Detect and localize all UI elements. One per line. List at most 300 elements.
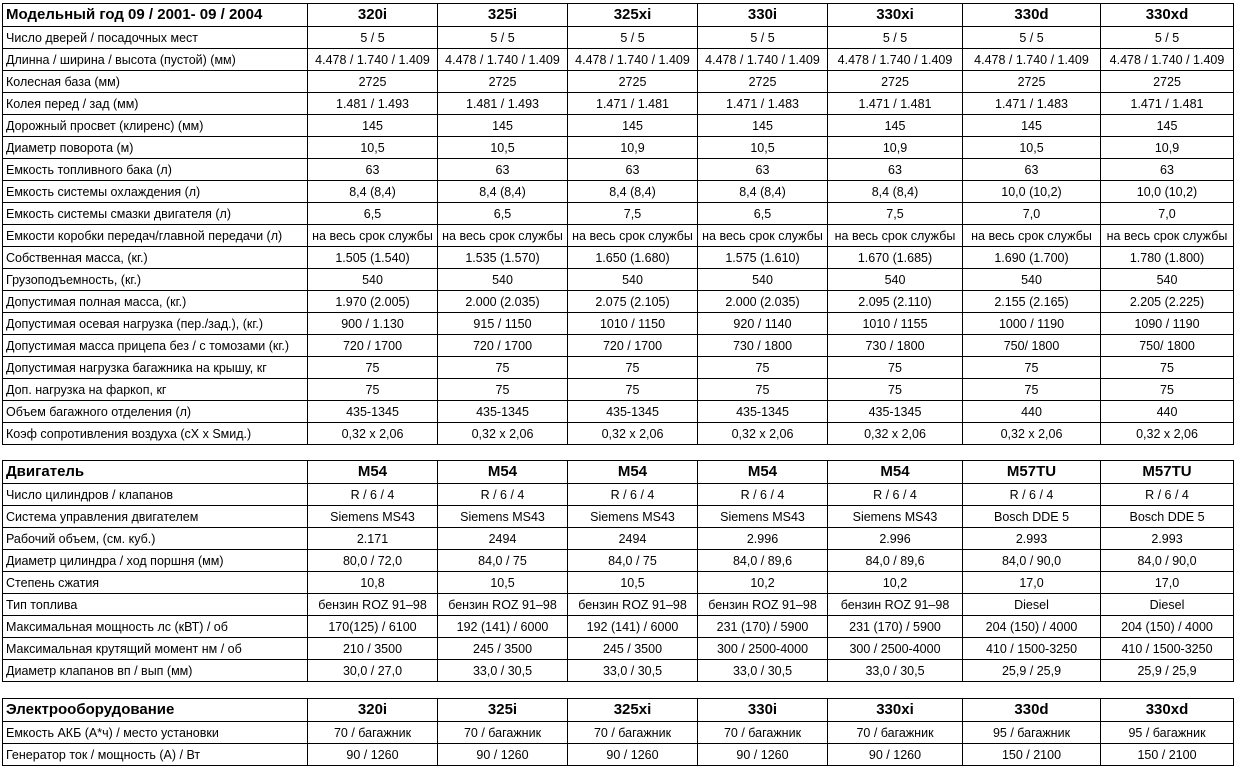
spec-value: бензин ROZ 91–98 [568,594,698,616]
spec-value: 231 (170) / 5900 [698,616,828,638]
spec-value: 2725 [1101,71,1234,93]
spec-value: 84,0 / 89,6 [698,550,828,572]
spec-value: 10,2 [698,572,828,594]
spec-value: 17,0 [963,572,1101,594]
spec-value: 540 [438,269,568,291]
spec-value: 25,9 / 25,9 [1101,660,1234,682]
spec-value: 2.996 [828,528,963,550]
spec-value: 1.471 / 1.481 [1101,93,1234,115]
spec-row [3,638,1234,660]
spec-value: 150 / 2100 [1101,744,1234,766]
spec-label: Собственная масса, (кг.) [3,247,308,269]
spec-value: 70 / багажник [698,722,828,744]
spec-value: 440 [1101,401,1234,423]
spec-value: 75 [1101,357,1234,379]
model-header: M54 [568,461,698,484]
spec-value: 75 [568,357,698,379]
spec-value: 1000 / 1190 [963,313,1101,335]
spec-value: 750/ 1800 [963,335,1101,357]
spec-value: 63 [1101,159,1234,181]
spec-value: 730 / 1800 [698,335,828,357]
section-header-row [3,699,1234,722]
spec-row [3,401,1234,423]
spec-value: 2725 [963,71,1101,93]
spec-label: Генератор ток / мощность (А) / Вт [3,744,308,766]
spec-value: Siemens MS43 [828,506,963,528]
spec-label: Допустимая осевая нагрузка (пер./зад.), (кг.) [3,313,308,335]
spec-value: 2.155 (2.165) [963,291,1101,313]
spec-value: 920 / 1140 [698,313,828,335]
spec-value: 145 [308,115,438,137]
spec-value: 0,32 х 2,06 [963,423,1101,445]
spec-value: 63 [568,159,698,181]
spec-value: Siemens MS43 [568,506,698,528]
spec-label: Коэф сопротивления воздуха (сХ х Sмид.) [3,423,308,445]
spec-value: 63 [438,159,568,181]
model-header: M54 [308,461,438,484]
spec-value: 2.993 [1101,528,1234,550]
spec-value: 2725 [308,71,438,93]
spec-value: 33,0 / 30,5 [568,660,698,682]
spec-row [3,506,1234,528]
spec-value: 10,0 (10,2) [1101,181,1234,203]
model-header: 320i [308,699,438,722]
spec-value: 540 [963,269,1101,291]
spec-value: 25,9 / 25,9 [963,660,1101,682]
spec-value: 204 (150) / 4000 [963,616,1101,638]
spec-row [3,660,1234,682]
spec-value: 2494 [438,528,568,550]
spec-value: 1.970 (2.005) [308,291,438,313]
spec-value: 84,0 / 75 [438,550,568,572]
spec-value: 4.478 / 1.740 / 1.409 [698,49,828,71]
spec-value: 540 [308,269,438,291]
spec-value: бензин ROZ 91–98 [698,594,828,616]
spec-value: 5 / 5 [828,27,963,49]
spec-value: 1.481 / 1.493 [308,93,438,115]
spec-value: 84,0 / 90,0 [963,550,1101,572]
spec-label: Диаметр поворота (м) [3,137,308,159]
spec-value: 10,9 [828,137,963,159]
spec-value: 2725 [568,71,698,93]
spec-value: 0,32 х 2,06 [828,423,963,445]
spec-value: 84,0 / 75 [568,550,698,572]
spec-label: Диаметр цилиндра / ход поршня (мм) [3,550,308,572]
spec-value: 440 [963,401,1101,423]
spec-value: 1.471 / 1.481 [828,93,963,115]
spec-row [3,137,1234,159]
spec-value: 10,5 [438,137,568,159]
spec-value: 145 [438,115,568,137]
spec-row [3,49,1234,71]
spec-value: 33,0 / 30,5 [698,660,828,682]
spec-value: на весь срок службы [1101,225,1234,247]
section-header-row [3,461,1234,484]
spec-value: R / 6 / 4 [698,484,828,506]
spec-value: 1.505 (1.540) [308,247,438,269]
spec-value: 75 [828,379,963,401]
model-header: 330i [698,699,828,722]
spec-value: 2725 [698,71,828,93]
spec-label: Тип топлива [3,594,308,616]
electrical-spec-table [2,698,1234,766]
spec-label: Число дверей / посадочных мест [3,27,308,49]
spec-label: Допустимая масса прицепа без / с томозами (кг.) [3,335,308,357]
spec-label: Диаметр клапанов вп / вып (мм) [3,660,308,682]
spec-label: Дорожный просвет (клиренс) (мм) [3,115,308,137]
spec-value: 0,32 х 2,06 [568,423,698,445]
spec-label: Объем багажного отделения (л) [3,401,308,423]
spec-value: 300 / 2500-4000 [828,638,963,660]
spec-value: 915 / 1150 [438,313,568,335]
spec-value: 7,0 [1101,203,1234,225]
spec-label: Емкость системы смазки двигателя (л) [3,203,308,225]
section-title: Электрооборудование [3,699,308,722]
spec-row [3,550,1234,572]
spec-row [3,159,1234,181]
spec-label: Грузоподъемность, (кг.) [3,269,308,291]
spec-value: 75 [308,379,438,401]
spec-row [3,528,1234,550]
model-header: 320i [308,4,438,27]
spec-value: R / 6 / 4 [963,484,1101,506]
spec-row [3,203,1234,225]
spec-value: 1090 / 1190 [1101,313,1234,335]
spec-row [3,484,1234,506]
spec-value: Diesel [1101,594,1234,616]
spec-value: 300 / 2500-4000 [698,638,828,660]
spec-label: Емкость системы охлаждения (л) [3,181,308,203]
model-header: M54 [438,461,568,484]
spec-value: 75 [698,379,828,401]
spec-value: 4.478 / 1.740 / 1.409 [1101,49,1234,71]
spec-value: 75 [568,379,698,401]
spec-value: 90 / 1260 [308,744,438,766]
spec-value: 204 (150) / 4000 [1101,616,1234,638]
spec-value: 1010 / 1150 [568,313,698,335]
spec-value: 435-1345 [308,401,438,423]
spec-value: 192 (141) / 6000 [568,616,698,638]
spec-value: бензин ROZ 91–98 [828,594,963,616]
spec-value: 1.690 (1.700) [963,247,1101,269]
spec-value: 145 [568,115,698,137]
spec-value: 900 / 1.130 [308,313,438,335]
spec-row [3,616,1234,638]
spec-value: 75 [828,357,963,379]
engine-spec-table [2,460,1234,682]
spec-value: 4.478 / 1.740 / 1.409 [963,49,1101,71]
spec-value: 8,4 (8,4) [568,181,698,203]
spec-value: 0,32 х 2,06 [438,423,568,445]
spec-label: Колесная база (мм) [3,71,308,93]
spec-row [3,225,1234,247]
model-header: 330xi [828,699,963,722]
spec-value: 540 [828,269,963,291]
spec-value: 10,5 [308,137,438,159]
model-header: M54 [698,461,828,484]
spec-value: R / 6 / 4 [1101,484,1234,506]
spec-value: 145 [963,115,1101,137]
spec-value: 90 / 1260 [438,744,568,766]
spec-row [3,423,1234,445]
spec-value: 1.471 / 1.481 [568,93,698,115]
spec-value: на весь срок службы [828,225,963,247]
spec-value: Bosch DDE 5 [1101,506,1234,528]
spec-value: на весь срок службы [698,225,828,247]
spec-row [3,313,1234,335]
spec-value: бензин ROZ 91–98 [438,594,568,616]
spec-value: 5 / 5 [308,27,438,49]
spec-value: 540 [698,269,828,291]
spec-value: 435-1345 [568,401,698,423]
spec-value: 4.478 / 1.740 / 1.409 [828,49,963,71]
spec-value: 8,4 (8,4) [438,181,568,203]
spec-value: 8,4 (8,4) [828,181,963,203]
spec-label: Емкость топливного бака (л) [3,159,308,181]
spec-value: 75 [963,357,1101,379]
spec-label: Допустимая полная масса, (кг.) [3,291,308,313]
spec-value: 1.471 / 1.483 [963,93,1101,115]
spec-value: R / 6 / 4 [828,484,963,506]
spec-value: 5 / 5 [963,27,1101,49]
section-title: Модельный год 09 / 2001- 09 / 2004 [3,4,308,27]
spec-value: 2.996 [698,528,828,550]
spec-label: Емкость АКБ (А*ч) / место установки [3,722,308,744]
spec-value: 540 [568,269,698,291]
spec-value: 70 / багажник [438,722,568,744]
model-header: 330xd [1101,4,1234,27]
spec-value: 720 / 1700 [308,335,438,357]
spec-value: 33,0 / 30,5 [438,660,568,682]
spec-row [3,335,1234,357]
spec-value: 75 [963,379,1101,401]
spec-value: 63 [963,159,1101,181]
spec-value: 0,32 х 2,06 [698,423,828,445]
spec-value: 750/ 1800 [1101,335,1234,357]
spec-value: 63 [308,159,438,181]
spec-value: 75 [308,357,438,379]
spec-value: 1.780 (1.800) [1101,247,1234,269]
spec-label: Рабочий объем, (см. куб.) [3,528,308,550]
spec-row [3,722,1234,744]
spec-value: 245 / 3500 [568,638,698,660]
spec-value: 70 / багажник [308,722,438,744]
spec-value: 2.000 (2.035) [698,291,828,313]
model-header: M57TU [963,461,1101,484]
section-header-row [3,4,1234,27]
spec-value: 84,0 / 90,0 [1101,550,1234,572]
spec-value: 435-1345 [828,401,963,423]
spec-value: 2.993 [963,528,1101,550]
spec-value: 10,8 [308,572,438,594]
spec-value: на весь срок службы [963,225,1101,247]
spec-value: 4.478 / 1.740 / 1.409 [308,49,438,71]
spec-value: 6,5 [308,203,438,225]
spec-row [3,115,1234,137]
spec-value: 17,0 [1101,572,1234,594]
spec-value: на весь срок службы [568,225,698,247]
spec-value: Siemens MS43 [308,506,438,528]
spec-value: Bosch DDE 5 [963,506,1101,528]
spec-value: 7,5 [568,203,698,225]
spec-label: Длинна / ширина / высота (пустой) (мм) [3,49,308,71]
spec-value: Siemens MS43 [438,506,568,528]
spec-row [3,71,1234,93]
model-header: 330d [963,699,1101,722]
spec-value: 63 [828,159,963,181]
spec-value: 410 / 1500-3250 [1101,638,1234,660]
spec-label: Доп. нагрузка на фаркоп, кг [3,379,308,401]
spec-value: 1.481 / 1.493 [438,93,568,115]
spec-label: Максимальная крутящий момент нм / об [3,638,308,660]
spec-value: 1.471 / 1.483 [698,93,828,115]
spec-label: Колея перед / зад (мм) [3,93,308,115]
spec-value: 2725 [438,71,568,93]
spec-value: 192 (141) / 6000 [438,616,568,638]
general-spec-table [2,3,1234,445]
spec-value: бензин ROZ 91–98 [308,594,438,616]
spec-value: R / 6 / 4 [438,484,568,506]
spec-value: 30,0 / 27,0 [308,660,438,682]
spec-value: 1.650 (1.680) [568,247,698,269]
spec-value: 10,9 [1101,137,1234,159]
model-header: 325xi [568,699,698,722]
spec-value: 84,0 / 89,6 [828,550,963,572]
spec-label: Максимальная мощность лс (кВТ) / об [3,616,308,638]
spec-value: 8,4 (8,4) [698,181,828,203]
spec-row [3,181,1234,203]
model-header: 330xd [1101,699,1234,722]
spec-value: 2494 [568,528,698,550]
spec-value: 10,5 [438,572,568,594]
spec-value: 1.575 (1.610) [698,247,828,269]
spec-value: Diesel [963,594,1101,616]
spec-value: 90 / 1260 [828,744,963,766]
spec-value: 10,2 [828,572,963,594]
spec-value: 75 [438,379,568,401]
spec-value: 5 / 5 [698,27,828,49]
spec-row [3,357,1234,379]
spec-row [3,594,1234,616]
spec-value: 4.478 / 1.740 / 1.409 [438,49,568,71]
spec-value: 1010 / 1155 [828,313,963,335]
spec-value: Siemens MS43 [698,506,828,528]
model-header: 330d [963,4,1101,27]
spec-row [3,572,1234,594]
spec-value: 231 (170) / 5900 [828,616,963,638]
spec-value: 10,9 [568,137,698,159]
spec-value: 5 / 5 [438,27,568,49]
spec-value: 2.075 (2.105) [568,291,698,313]
spec-value: 75 [438,357,568,379]
model-header: 325i [438,699,568,722]
spec-row [3,269,1234,291]
spec-value: 2.171 [308,528,438,550]
spec-value: на весь срок службы [438,225,568,247]
spec-label: Число цилиндров / клапанов [3,484,308,506]
spec-value: 1.535 (1.570) [438,247,568,269]
spec-value: R / 6 / 4 [568,484,698,506]
spec-value: 2.205 (2.225) [1101,291,1234,313]
spec-value: 10,5 [698,137,828,159]
spec-value: 145 [828,115,963,137]
spec-value: 540 [1101,269,1234,291]
spec-value: 0,32 х 2,06 [1101,423,1234,445]
spec-row [3,379,1234,401]
spec-value: 63 [698,159,828,181]
spec-value: 170(125) / 6100 [308,616,438,638]
spec-value: 5 / 5 [1101,27,1234,49]
spec-value: 0,32 х 2,06 [308,423,438,445]
spec-value: 2.095 (2.110) [828,291,963,313]
spec-value: 75 [698,357,828,379]
spec-value: 730 / 1800 [828,335,963,357]
model-header: 325i [438,4,568,27]
model-header: 330xi [828,4,963,27]
spec-value: 4.478 / 1.740 / 1.409 [568,49,698,71]
spec-value: 5 / 5 [568,27,698,49]
spec-label: Емкости коробки передач/главной передачи (л) [3,225,308,247]
spec-value: 33,0 / 30,5 [828,660,963,682]
spec-value: 70 / багажник [568,722,698,744]
spec-value: 90 / 1260 [568,744,698,766]
spec-value: 435-1345 [698,401,828,423]
spec-value: 210 / 3500 [308,638,438,660]
spec-value: на весь срок службы [308,225,438,247]
spec-value: 75 [1101,379,1234,401]
spec-value: 10,5 [568,572,698,594]
model-header: M57TU [1101,461,1234,484]
section-title: Двигатель [3,461,308,484]
spec-value: 6,5 [438,203,568,225]
spec-value: 95 / багажник [963,722,1101,744]
spec-value: 70 / багажник [828,722,963,744]
spec-value: 10,0 (10,2) [963,181,1101,203]
spec-value: 410 / 1500-3250 [963,638,1101,660]
spec-label: Степень сжатия [3,572,308,594]
spec-value: 145 [698,115,828,137]
spec-value: 7,5 [828,203,963,225]
spec-value: 145 [1101,115,1234,137]
model-header: 330i [698,4,828,27]
spec-value: R / 6 / 4 [308,484,438,506]
spec-value: 720 / 1700 [568,335,698,357]
spec-value: 95 / багажник [1101,722,1234,744]
spec-value: 720 / 1700 [438,335,568,357]
spec-row [3,291,1234,313]
spec-value: 8,4 (8,4) [308,181,438,203]
spec-value: 1.670 (1.685) [828,247,963,269]
spec-value: 80,0 / 72,0 [308,550,438,572]
spec-label: Допустимая нагрузка багажника на крышу, кг [3,357,308,379]
spec-value: 7,0 [963,203,1101,225]
spec-value: 435-1345 [438,401,568,423]
spec-row [3,744,1234,766]
spec-value: 6,5 [698,203,828,225]
spec-value: 150 / 2100 [963,744,1101,766]
model-header: 325xi [568,4,698,27]
spec-label: Система управления двигателем [3,506,308,528]
spec-value: 2.000 (2.035) [438,291,568,313]
model-header: M54 [828,461,963,484]
spec-value: 90 / 1260 [698,744,828,766]
spec-row [3,247,1234,269]
spec-row [3,93,1234,115]
spec-value: 2725 [828,71,963,93]
spec-row [3,27,1234,49]
spec-value: 10,5 [963,137,1101,159]
spec-value: 245 / 3500 [438,638,568,660]
